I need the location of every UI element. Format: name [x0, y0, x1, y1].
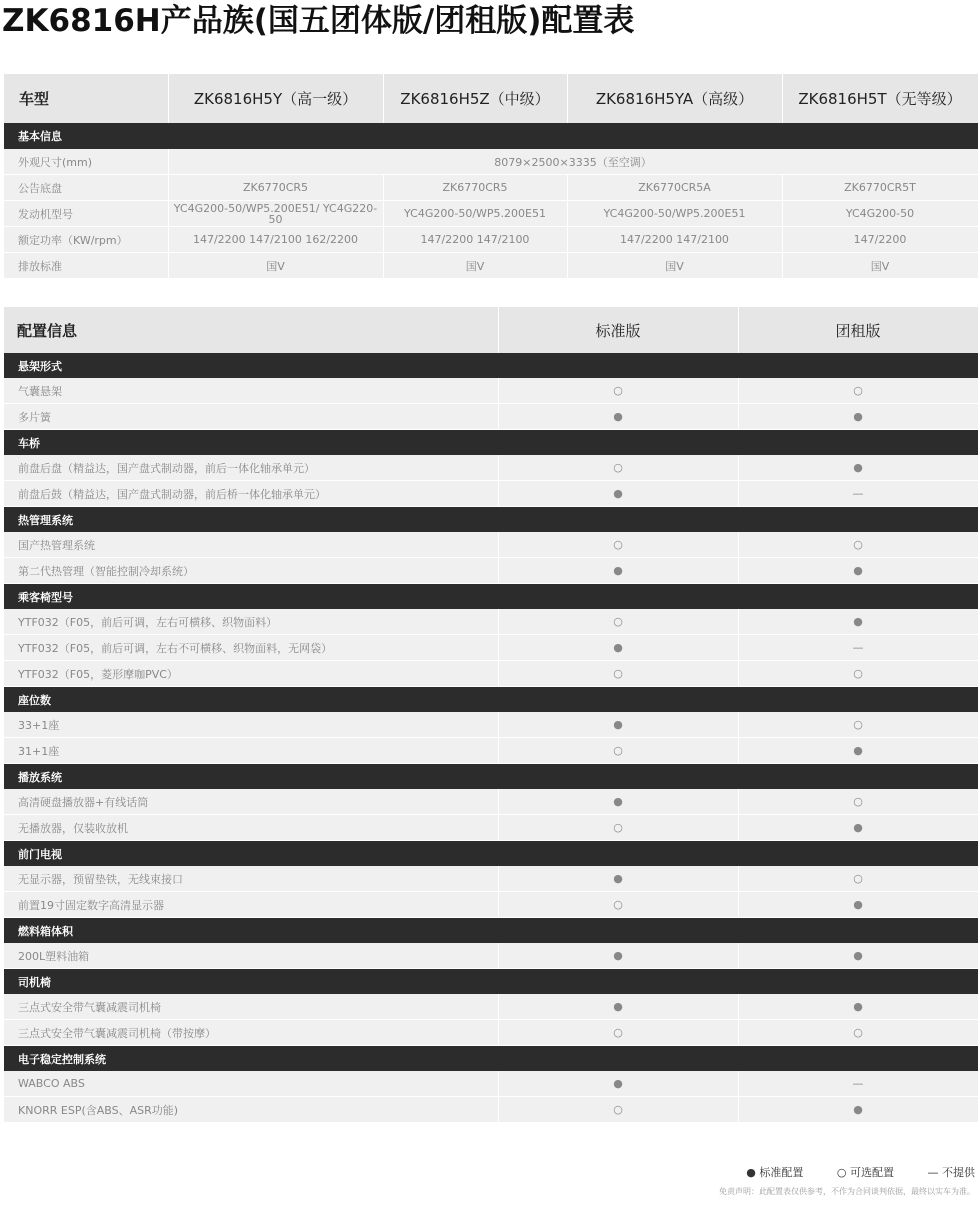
- spec-header-model: 车型: [4, 74, 168, 123]
- cell-value: YC4G200-50/WP5.200E51: [567, 201, 782, 227]
- row-label: 排放标准: [4, 253, 168, 279]
- row-label: 前盘后鼓（精益达，国产盘式制动器，前后桥一体化轴承单元）: [4, 481, 498, 507]
- row-label: KNORR ESP(含ABS、ASR功能): [4, 1097, 498, 1123]
- config-section-title: 燃料箱体积: [4, 918, 978, 944]
- config-row: [4, 609, 978, 635]
- standard-mark: ○: [498, 532, 738, 558]
- rental-mark: ●: [738, 815, 978, 841]
- standard-mark: ○: [498, 815, 738, 841]
- config-row: [4, 455, 978, 481]
- config-row: [4, 789, 978, 815]
- rental-mark: ●: [738, 738, 978, 764]
- cell-value: ZK6770CR5: [168, 175, 383, 201]
- config-row: [4, 481, 978, 507]
- rental-mark: ○: [738, 378, 978, 404]
- config-row: [4, 532, 978, 558]
- row-label: 国产热管理系统: [4, 532, 498, 558]
- config-row: [4, 1097, 978, 1123]
- spec-header-h5z: ZK6816H5Z（中级）: [383, 74, 567, 123]
- legend: [716, 1164, 975, 1180]
- row-label: 200L塑料油箱: [4, 943, 498, 969]
- rental-mark: ●: [738, 609, 978, 635]
- rental-mark: ○: [738, 661, 978, 687]
- rental-mark: —: [738, 481, 978, 507]
- config-row: [4, 558, 978, 584]
- config-section-row: [4, 687, 978, 713]
- config-section-title: 悬架形式: [4, 353, 978, 378]
- config-section-title: 前门电视: [4, 841, 978, 867]
- standard-mark: ●: [498, 481, 738, 507]
- rental-mark: ○: [738, 532, 978, 558]
- standard-mark: ●: [498, 635, 738, 661]
- row-label: 第二代热管理（智能控制冷却系统）: [4, 558, 498, 584]
- standard-mark: ○: [498, 1020, 738, 1046]
- config-section-row: [4, 430, 978, 456]
- spec-section-title: 基本信息: [4, 123, 978, 149]
- config-section-row: [4, 918, 978, 944]
- config-section-row: [4, 1046, 978, 1072]
- standard-mark: ○: [498, 1097, 738, 1123]
- row-label: 无播放器，仅装收放机: [4, 815, 498, 841]
- config-row: [4, 404, 978, 430]
- config-row: [4, 378, 978, 404]
- config-row: [4, 635, 978, 661]
- rental-mark: ●: [738, 943, 978, 969]
- cell-value: 147/2200 147/2100: [383, 227, 567, 253]
- cell-value: ZK6770CR5T: [782, 175, 978, 201]
- standard-mark: ●: [498, 404, 738, 430]
- rental-mark: ●: [738, 558, 978, 584]
- config-header-standard: 标准版: [498, 307, 738, 353]
- config-section-row: [4, 764, 978, 790]
- config-row: [4, 866, 978, 892]
- standard-mark: ●: [498, 943, 738, 969]
- spec-row-engine: [4, 201, 978, 227]
- config-row: [4, 994, 978, 1020]
- standard-mark: ○: [498, 378, 738, 404]
- standard-mark: ●: [498, 1071, 738, 1097]
- config-table: [4, 307, 979, 1123]
- standard-mark: ●: [498, 866, 738, 892]
- rental-mark: —: [738, 1071, 978, 1097]
- rental-mark: ○: [738, 1020, 978, 1046]
- spec-section-row: [4, 123, 978, 149]
- row-label: WABCO ABS: [4, 1071, 498, 1097]
- config-row: [4, 815, 978, 841]
- standard-mark: ●: [498, 558, 738, 584]
- config-section-title: 座位数: [4, 687, 978, 713]
- rental-mark: ○: [738, 789, 978, 815]
- config-section-title: 车桥: [4, 430, 978, 456]
- config-section-row: [4, 841, 978, 867]
- rental-mark: ●: [738, 892, 978, 918]
- cell-value: YC4G200-50/WP5.200E51: [383, 201, 567, 227]
- standard-mark: ○: [498, 892, 738, 918]
- cell-value: 8079×2500×3335（至空调）: [168, 149, 978, 175]
- row-label: 33+1座: [4, 712, 498, 738]
- config-section-row: [4, 507, 978, 533]
- cell-value: 国Ⅴ: [782, 253, 978, 279]
- row-label: 前盘后盘（精益达，国产盘式制动器，前后一体化轴承单元）: [4, 455, 498, 481]
- config-section-title: 电子稳定控制系统: [4, 1046, 978, 1072]
- config-header-rental: 团租版: [738, 307, 978, 353]
- spec-header-h5t: ZK6816H5T（无等级）: [782, 74, 978, 123]
- cell-value: YC4G200-50/WP5.200E51/ YC4G220-50: [168, 201, 383, 227]
- cell-value: 147/2200: [782, 227, 978, 253]
- config-section-title: 司机椅: [4, 969, 978, 995]
- standard-mark: ●: [498, 712, 738, 738]
- config-section-title: 乘客椅型号: [4, 584, 978, 610]
- config-header-row: [4, 307, 978, 353]
- row-label: 三点式安全带气囊减震司机椅: [4, 994, 498, 1020]
- spec-header-h5ya: ZK6816H5YA（高级）: [567, 74, 782, 123]
- legend-optional: ○ 可选配置: [836, 1166, 894, 1179]
- page-title: ZK6816H产品族(国五团体版/团租版)配置表: [2, 3, 635, 39]
- config-row: [4, 712, 978, 738]
- cell-value: ZK6770CR5A: [567, 175, 782, 201]
- row-label: 无显示器，预留垫铁，无线束接口: [4, 866, 498, 892]
- cell-value: 147/2200 147/2100 162/2200: [168, 227, 383, 253]
- disclaimer: 免责声明：此配置表仅供参考，不作为合同谈判依据，最终以实车为准。: [719, 1187, 975, 1196]
- row-label: 前置19寸固定数字高清显示器: [4, 892, 498, 918]
- rental-mark: ○: [738, 712, 978, 738]
- rental-mark: ●: [738, 1097, 978, 1123]
- spec-header-h5y: ZK6816H5Y（高一级）: [168, 74, 383, 123]
- config-row: [4, 738, 978, 764]
- legend-standard: ● 标准配置: [746, 1166, 804, 1179]
- row-label: YTF032（F05，前后可调，左右不可横移、织物面料，无网袋）: [4, 635, 498, 661]
- row-label: 气囊悬架: [4, 378, 498, 404]
- row-label: 31+1座: [4, 738, 498, 764]
- row-label: 发动机型号: [4, 201, 168, 227]
- standard-mark: ●: [498, 789, 738, 815]
- config-row: [4, 892, 978, 918]
- cell-value: 国Ⅴ: [567, 253, 782, 279]
- standard-mark: ○: [498, 661, 738, 687]
- cell-value: YC4G200-50: [782, 201, 978, 227]
- cell-value: 国Ⅴ: [168, 253, 383, 279]
- row-label: 三点式安全带气囊减震司机椅（带按摩）: [4, 1020, 498, 1046]
- spec-header-row: [4, 74, 978, 123]
- row-label: 多片簧: [4, 404, 498, 430]
- standard-mark: ○: [498, 738, 738, 764]
- spec-row-emission: [4, 253, 978, 279]
- spec-row-power: [4, 227, 978, 253]
- standard-mark: ○: [498, 455, 738, 481]
- cell-value: 国Ⅴ: [383, 253, 567, 279]
- config-section-title: 热管理系统: [4, 507, 978, 533]
- config-section-title: 播放系统: [4, 764, 978, 790]
- row-label: YTF032（F05，菱形摩咖PVC）: [4, 661, 498, 687]
- config-header-title: 配置信息: [4, 307, 498, 353]
- config-row: [4, 943, 978, 969]
- standard-mark: ○: [498, 609, 738, 635]
- rental-mark: ●: [738, 455, 978, 481]
- row-label: 额定功率（KW/rpm）: [4, 227, 168, 253]
- cell-value: 147/2200 147/2100: [567, 227, 782, 253]
- standard-mark: ●: [498, 994, 738, 1020]
- cell-value: ZK6770CR5: [383, 175, 567, 201]
- row-label: YTF032（F05，前后可调，左右可横移、织物面料）: [4, 609, 498, 635]
- config-section-row: [4, 969, 978, 995]
- config-section-row: [4, 353, 978, 378]
- rental-mark: ○: [738, 866, 978, 892]
- legend-not-provided: — 不提供: [927, 1166, 975, 1179]
- row-label: 公告底盘: [4, 175, 168, 201]
- config-row: [4, 1071, 978, 1097]
- spec-row-chassis: [4, 175, 978, 201]
- row-label: 外观尺寸(mm): [4, 149, 168, 175]
- config-section-row: [4, 584, 978, 610]
- spec-row-dimensions: [4, 149, 978, 175]
- rental-mark: ●: [738, 994, 978, 1020]
- row-label: 高清硬盘播放器+有线话筒: [4, 789, 498, 815]
- rental-mark: —: [738, 635, 978, 661]
- spec-table: [4, 74, 979, 279]
- config-row: [4, 661, 978, 687]
- rental-mark: ●: [738, 404, 978, 430]
- config-row: [4, 1020, 978, 1046]
